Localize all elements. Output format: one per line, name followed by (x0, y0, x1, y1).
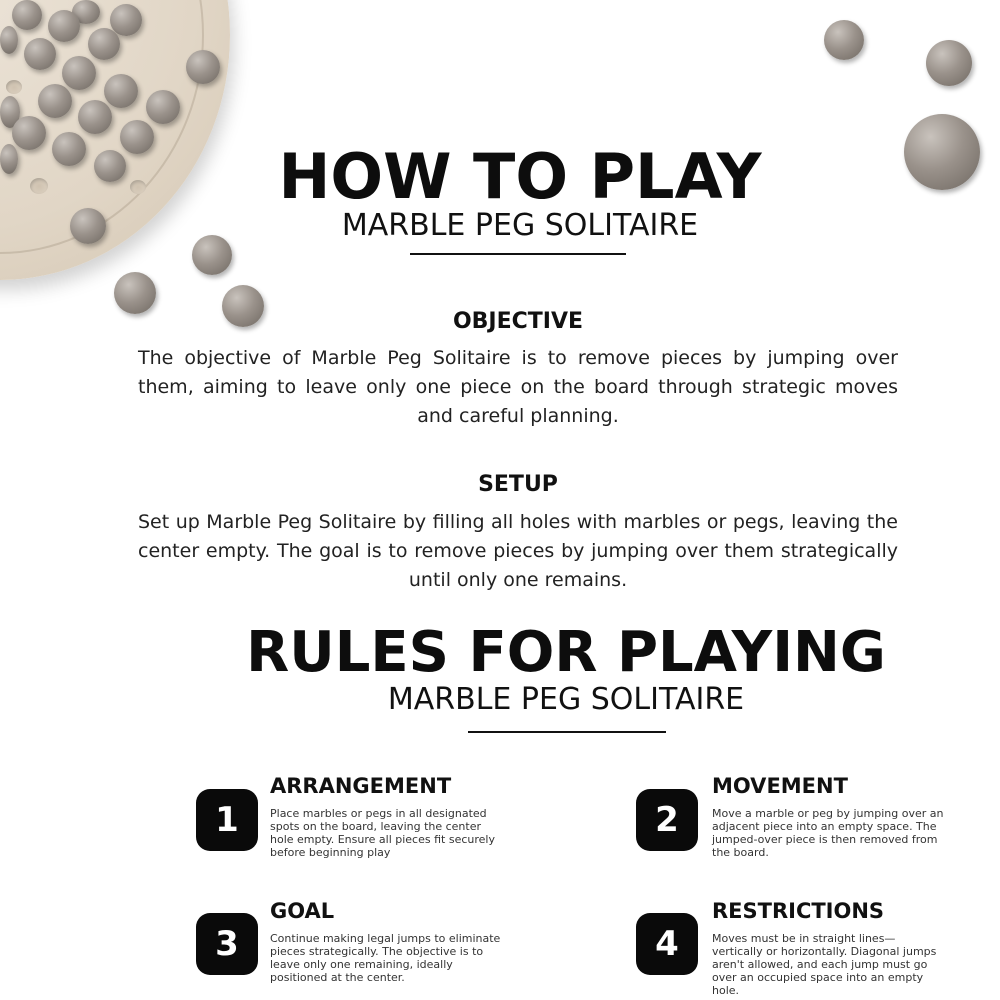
step-number-badge: 3 (196, 913, 258, 975)
objective-text: The objective of Marble Peg Solitaire is to remove pieces by jumping over them, aiming to leave only one piece on the board through strategic moves and careful planning. (138, 347, 898, 427)
header-divider (410, 253, 626, 255)
setup-text: Set up Marble Peg Solitaire by filling all holes with marbles or pegs, leaving the center empty. The goal is to remove pieces by jumping over them strategically until only one remains. (138, 511, 898, 591)
step-description: Place marbles or pegs in all designated spots on the board, leaving the center hole empty. Ensure all pieces fit securely before beginning play (270, 807, 495, 859)
step-title: GOAL (270, 899, 335, 923)
step-number-badge: 2 (636, 789, 698, 851)
marble (0, 144, 18, 174)
marble (38, 84, 72, 118)
marble (62, 56, 96, 90)
step-description: Moves must be in straight lines—vertically or horizontally. Diagonal jumps aren't allowed, and each jump must go over an occupied space into an empty hole. (712, 932, 937, 997)
step-title: ARRANGEMENT (270, 774, 452, 798)
marble (88, 28, 120, 60)
marble (824, 20, 864, 60)
step-number-badge: 4 (636, 913, 698, 975)
marble (146, 90, 180, 124)
rules-title: RULES FOR PLAYING (246, 620, 886, 685)
marble (114, 272, 156, 314)
step-description: Move a marble or peg by jumping over an adjacent piece into an empty space. The jumped-over piece is then removed from the board. (712, 807, 944, 859)
marble (12, 0, 42, 30)
step-title: RESTRICTIONS (712, 899, 885, 923)
marble (24, 38, 56, 70)
rules-divider (468, 731, 666, 733)
page-subtitle: MARBLE PEG SOLITAIRE (341, 208, 699, 243)
setup-title: SETUP (478, 472, 558, 497)
marble (78, 100, 112, 134)
board-hole (6, 80, 22, 94)
marble (110, 4, 142, 36)
step-title: MOVEMENT (712, 774, 848, 798)
marble (926, 40, 972, 86)
marble (0, 26, 18, 54)
step-description: Continue making legal jumps to eliminate pieces strategically. The objective is to leave only one remaining, ideally positioned at the center. (270, 932, 501, 984)
step-number-badge: 1 (196, 789, 258, 851)
rules-subtitle: MARBLE PEG SOLITAIRE (387, 682, 745, 717)
marble (48, 10, 80, 42)
page-title: HOW TO PLAY (278, 140, 762, 213)
marble (186, 50, 220, 84)
objective-title: OBJECTIVE (452, 309, 584, 334)
marble (104, 74, 138, 108)
